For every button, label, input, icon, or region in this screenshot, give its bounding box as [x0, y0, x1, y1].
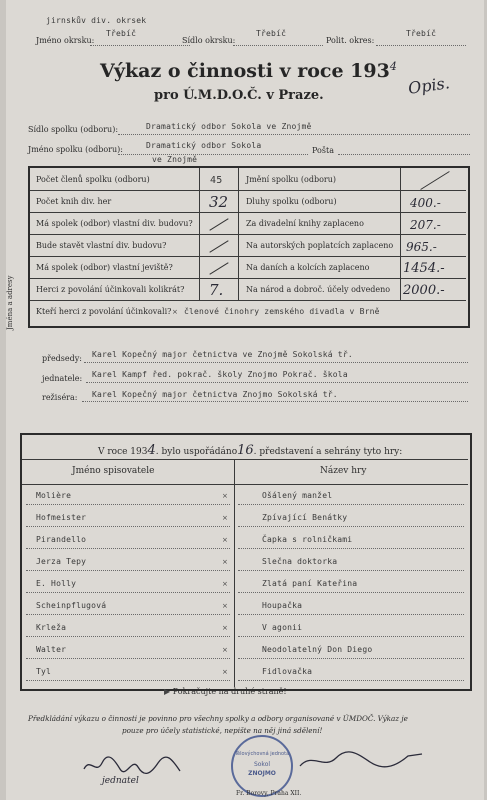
col-title-header: Název hry: [320, 466, 367, 476]
herci-value: členové činohry zemského divadla v Brně: [184, 307, 380, 316]
okrsek-label: Jméno okrsku:: [36, 36, 95, 45]
stat-value-members: 45: [210, 175, 223, 186]
tick-mark: ×: [222, 624, 228, 632]
stat-value-royalties: 965.-: [406, 240, 437, 254]
play-title: V agonii: [262, 623, 303, 632]
tick-mark: ×: [222, 492, 228, 500]
stat-value-books-paid: 207.-: [410, 218, 441, 232]
tick-mark: ×: [222, 602, 228, 610]
stat-label-books: Počet knih div. her: [36, 197, 112, 206]
play-author: Walter: [36, 645, 67, 654]
stat-value-taxes: 1454.-: [403, 261, 445, 276]
sidlo-okrsku-value: Třebíč: [256, 29, 287, 38]
play-author: Jerza Tepy: [36, 557, 87, 566]
reziser-label: režiséra:: [42, 393, 78, 402]
tick-mark: ×: [222, 514, 228, 522]
play-title: Zlatá paní Kateřina: [262, 579, 358, 588]
sidlo-spolku-value: Dramatický odbor Sokola ve Znojmě: [146, 122, 312, 131]
play-author: Tyl: [36, 667, 52, 676]
posta-label: Pošta: [312, 146, 334, 155]
stat-label-own-stage: Má spolek (odbor) vlastní jeviště?: [36, 263, 173, 272]
sidlo-okrsku-label: Sídlo okrsku:: [182, 36, 236, 45]
play-author: Pirandello: [36, 535, 87, 544]
stat-label-own-building: Má spolek (odbor) vlastní div. budovu?: [36, 219, 193, 228]
stat-label-members: Počet členů spolku (odboru): [36, 175, 150, 184]
play-title: Čapka s rolničkami: [262, 535, 353, 544]
stat-value-charity: 2000.-: [403, 283, 445, 298]
tick-mark: ×: [222, 558, 228, 566]
play-title: Fidlovačka: [262, 667, 313, 676]
stat-label-royalties: Na autorských poplatcích zaplaceno: [246, 241, 394, 250]
jmeno-spolku-value: Dramatický odbor Sokola: [146, 141, 262, 150]
predseda-label: předsedy:: [42, 354, 82, 363]
stat-value-actors-count: 7.: [209, 281, 224, 299]
stat-label-debts: Dluhy spolku (odboru): [246, 197, 337, 206]
stat-label-assets: Jmění spolku (odboru): [246, 175, 337, 184]
play-author: Hofmeister: [36, 513, 87, 522]
tick-mark: ×: [222, 646, 228, 654]
jmeno-spolku-label: Jméno spolku (odboru):: [28, 145, 123, 154]
play-title: Zpívající Benátky: [262, 513, 348, 522]
polit-okres-value: Třebíč: [406, 29, 437, 38]
polit-okres-label: Polit. okres:: [326, 36, 375, 45]
play-title: Slečna doktorka: [262, 557, 338, 566]
play-author: E. Holly: [36, 579, 77, 588]
jmeno-spolku-value-2: ve Znojmě: [152, 155, 198, 164]
play-author: Molière: [36, 491, 72, 500]
sokol-stamp: Tělovýchovná jednota Sokol ZNOJMO: [231, 735, 293, 797]
col-author-header: Jméno spisovatele: [72, 466, 155, 476]
tick-mark: ×: [222, 580, 228, 588]
opis-note: Opis.: [406, 73, 451, 98]
page-title: Výkaz o činnosti v roce $193^4$: [100, 60, 397, 82]
district-note: jirnskův div. okrsek: [46, 16, 147, 25]
okrsek-value: Třebíč: [106, 29, 137, 38]
stat-value-books: 32: [209, 193, 229, 211]
play-author: Krleža: [36, 623, 67, 632]
stat-value-debts: 400.-: [410, 196, 441, 210]
play-title: Ošálený manžel: [262, 491, 333, 500]
predseda-value: Karel Kopečný major četnictva ve Znojmě Sokolská tř.: [92, 350, 353, 359]
jednatele-value: Karel Kampf řed. pokrač. školy Znojmo Pokrač. škola: [92, 370, 348, 379]
footer-note-1: Předkládání výkazu o činnosti je povinno pro všechny spolky a odbory organisované v ÚMDOČ. Výkaz je: [28, 714, 408, 723]
jednatel-label: jednatel: [102, 776, 139, 786]
side-label: Jména a adresy: [6, 275, 14, 330]
stat-label-books-paid: Za divadelní knihy zaplaceno: [246, 219, 364, 228]
play-author: Scheinpflugová: [36, 601, 107, 610]
stat-label-taxes: Na daních a kolcích zaplaceno: [246, 263, 370, 272]
arrow-icon: ▶: [164, 687, 171, 696]
signature-right: [296, 748, 426, 774]
reziser-value: Karel Kopečný major četnictva Znojmo Sokolská tř.: [92, 390, 338, 399]
stat-label-will-build: Bude stavět vlastní div. budovu?: [36, 241, 167, 250]
footer-note-2: pouze pro účely statistické, nepište na něj jiná sdělení!: [122, 726, 323, 735]
tick-mark: ×: [222, 668, 228, 676]
sidlo-spolku-label: Sídlo spolku (odboru):: [28, 125, 119, 134]
printer-note: Fr. Borovy, Praha XII.: [236, 790, 302, 797]
performances-intro: V roce 1934. bylo uspořádáno16. představení a sehrány tyto hry:: [98, 443, 403, 458]
stat-label-charity: Na národ a dobroč. účely odvedeno: [246, 285, 391, 294]
page-subtitle: pro Ú.M.D.O.Č. v Praze.: [154, 88, 324, 103]
play-title: Houpačka: [262, 601, 303, 610]
report-sheet: [6, 0, 484, 800]
jednatele-label: jednatele:: [42, 374, 83, 383]
signature-left: [80, 755, 188, 777]
tick-mark: ×: [222, 536, 228, 544]
tick-mark: ×: [172, 308, 178, 316]
herci-label: Kteří herci z povolání účinkovali?: [36, 307, 172, 316]
play-title: Neodolatelný Don Diego: [262, 645, 373, 654]
stat-label-actors-count: Herci z povolání účinkovali kolikrát?: [36, 285, 185, 294]
continue-note: ▶ Pokračujte na druhé straně!: [164, 687, 287, 696]
